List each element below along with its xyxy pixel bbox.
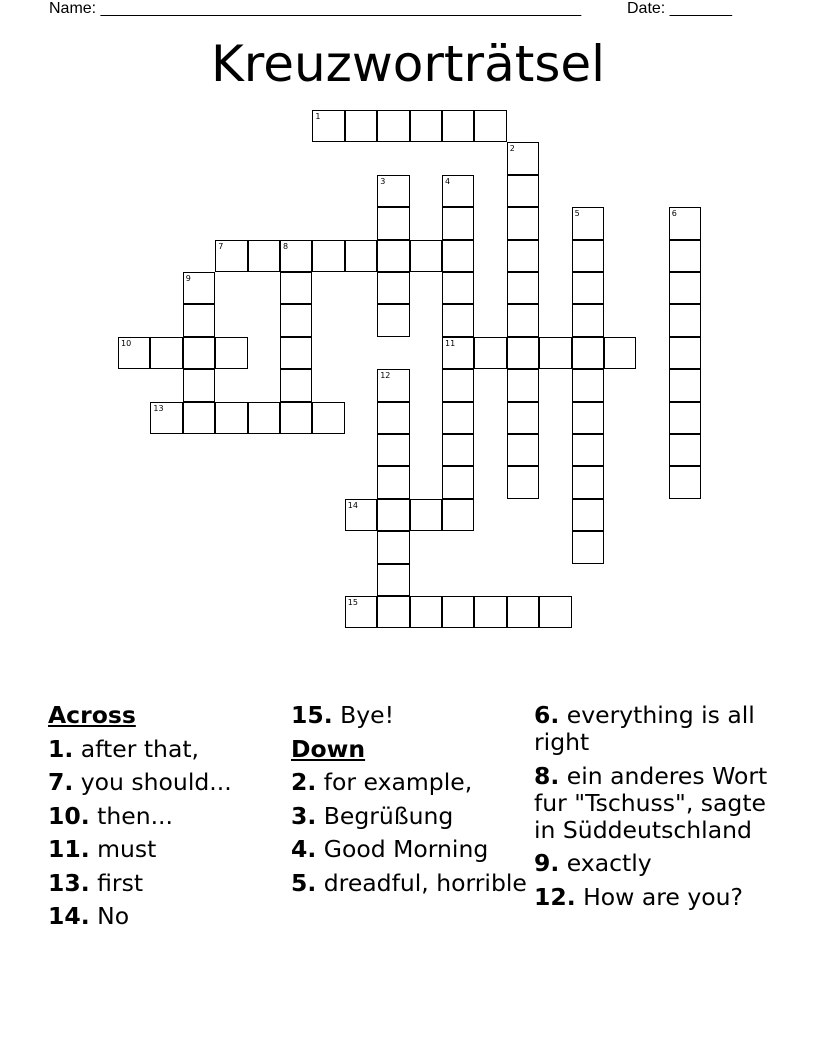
grid-cell [345,240,377,272]
grid-cell [507,466,539,498]
grid-cell [572,531,604,563]
clue-number: 2. [291,768,317,796]
grid-cell-number: 6 [671,209,677,219]
grid-cell [442,240,474,272]
date-line: Date: _______ [627,0,732,17]
grid-cell [377,499,409,531]
grid-cell-number: 10 [121,338,132,348]
clue-text: everything is all right [534,701,755,756]
grid-cell [669,240,701,272]
clue-across-14 [48,903,283,930]
clue-number: 1. [48,734,74,763]
grid-cell [377,434,409,466]
grid-cell [248,402,280,434]
grid-cell [215,240,247,272]
grid-cell [150,402,182,434]
clue-number: 3. [291,801,317,830]
clue-text: after that, [80,734,200,763]
grid-cell [442,272,474,304]
grid-cell [183,337,215,369]
grid-cell [312,110,344,142]
grid-cell [442,304,474,336]
grid-cell [572,304,604,336]
grid-cell [669,207,701,239]
grid-cell [118,337,150,369]
grid-cell-number: 14 [347,500,358,510]
grid-cell [669,304,701,336]
clue-across-13 [48,870,283,897]
clue-across-15 [291,702,531,729]
clue-column-1 [48,702,283,937]
grid-cell [507,175,539,207]
grid-cell [150,337,182,369]
clue-number: 9. [534,849,560,877]
grid-cell [183,304,215,336]
clue-text: for example, [323,768,473,796]
grid-cell [507,304,539,336]
grid-cell [572,272,604,304]
clue-down-5 [291,870,531,897]
clue-text: dreadful, horrible [323,868,527,897]
grid-cell [507,337,539,369]
grid-cell [572,337,604,369]
grid-cell [442,337,474,369]
grid-cell [377,304,409,336]
grid-cell [474,110,506,142]
grid-cell [377,240,409,272]
grid-cell [507,434,539,466]
clue-text: exactly [566,849,652,877]
clue-down-2 [291,769,531,796]
grid-cell [280,304,312,336]
grid-cell [539,337,571,369]
grid-cell [669,272,701,304]
grid-cell [377,110,409,142]
clue-across-1 [48,736,283,763]
grid-cell [377,466,409,498]
clue-number: 15. [291,701,333,729]
grid-cell [442,110,474,142]
grid-cell [183,369,215,401]
grid-cell [183,402,215,434]
clue-number: 10. [48,801,90,830]
grid-cell [377,272,409,304]
grid-cell [377,596,409,628]
grid-cell [377,207,409,239]
grid-cell-number: 5 [574,209,580,219]
clue-number: 6. [534,701,560,729]
grid-cell [183,272,215,304]
clue-down-3 [291,803,531,830]
clue-text: Bye! [340,701,395,729]
grid-cell [669,337,701,369]
grid-cell [377,175,409,207]
clue-text: then... [97,801,173,830]
clue-text: ein anderes Wort fur "Tschuss", sagte in Süddeutschland [534,761,768,844]
grid-cell [410,110,442,142]
grid-cell [474,596,506,628]
grid-cell [410,596,442,628]
grid-cell [572,499,604,531]
grid-cell [669,466,701,498]
grid-cell [669,402,701,434]
grid-cell [572,240,604,272]
clue-text: No [97,902,130,930]
clue-down-6 [534,702,794,756]
grid-cell [507,369,539,401]
grid-cell [280,272,312,304]
grid-cell [410,240,442,272]
grid-cell [442,499,474,531]
grid-cell [345,110,377,142]
clue-number: 12. [534,882,576,911]
clue-text: Good Morning [323,835,489,863]
down-heading: Down [291,734,366,763]
clue-number: 14. [48,902,90,930]
page-title: Kreuzworträtsel [210,35,606,93]
grid-cell [442,434,474,466]
across-heading: Across [48,701,136,729]
grid-cell [507,142,539,174]
grid-cell [572,207,604,239]
clue-across-10 [48,803,283,830]
grid-cell-number: 3 [380,176,386,186]
clue-number: 5. [291,868,317,897]
clue-down-4 [291,836,531,863]
grid-cell [507,596,539,628]
grid-cell [539,596,571,628]
grid-cell-number: 8 [283,241,289,251]
clue-text: first [97,868,144,897]
clue-text: Begrüßung [323,801,454,830]
clue-down-12 [534,884,794,911]
grid-cell-number: 12 [380,371,391,381]
clue-text: How are you? [583,882,743,911]
grid-cell [442,207,474,239]
clue-across-11 [48,836,283,863]
clue-number: 7. [48,768,74,796]
grid-cell [280,337,312,369]
grid-cell [572,434,604,466]
grid-cell-number: 9 [185,274,191,283]
grid-cell [572,369,604,401]
grid-cell-number: 4 [445,176,451,186]
grid-cell [572,466,604,498]
grid-cell-number: 1 [315,112,321,121]
clue-column-2 [291,702,531,903]
grid-cell [377,531,409,563]
grid-cell [669,369,701,401]
clue-number: 8. [534,761,560,790]
clue-number: 11. [48,835,90,863]
clue-number: 13. [48,868,90,897]
clue-text: must [97,835,157,863]
grid-cell [377,564,409,596]
grid-cell-number: 15 [347,598,358,607]
grid-cell-number: 7 [218,241,224,251]
grid-cell [442,369,474,401]
grid-cell [442,596,474,628]
grid-cell [377,402,409,434]
name-line: Name: ______________________________________________________ [49,0,582,17]
clue-number: 4. [291,835,317,863]
grid-cell [345,596,377,628]
grid-cell [280,402,312,434]
grid-cell [442,402,474,434]
grid-cell [507,272,539,304]
clue-across-7 [48,769,283,796]
grid-cell [474,337,506,369]
grid-cell [377,369,409,401]
grid-cell [280,369,312,401]
grid-cell [604,337,636,369]
grid-cell [507,240,539,272]
clue-column-3 [534,702,794,917]
grid-cell [507,402,539,434]
grid-cell-number: 13 [153,403,164,413]
grid-cell [669,434,701,466]
grid-cell [442,466,474,498]
grid-cell [507,207,539,239]
grid-cell [280,240,312,272]
grid-cell [312,240,344,272]
grid-cell-number: 11 [445,338,456,348]
clue-down-8 [534,763,794,844]
grid-cell-number: 2 [509,144,515,154]
clue-down-9 [534,850,794,877]
grid-cell [215,337,247,369]
grid-cell [442,175,474,207]
grid-cell [215,402,247,434]
grid-cell [312,402,344,434]
grid-cell [410,499,442,531]
grid-cell [248,240,280,272]
clue-text: you should... [80,768,232,796]
grid-cell [572,402,604,434]
grid-cell [345,499,377,531]
